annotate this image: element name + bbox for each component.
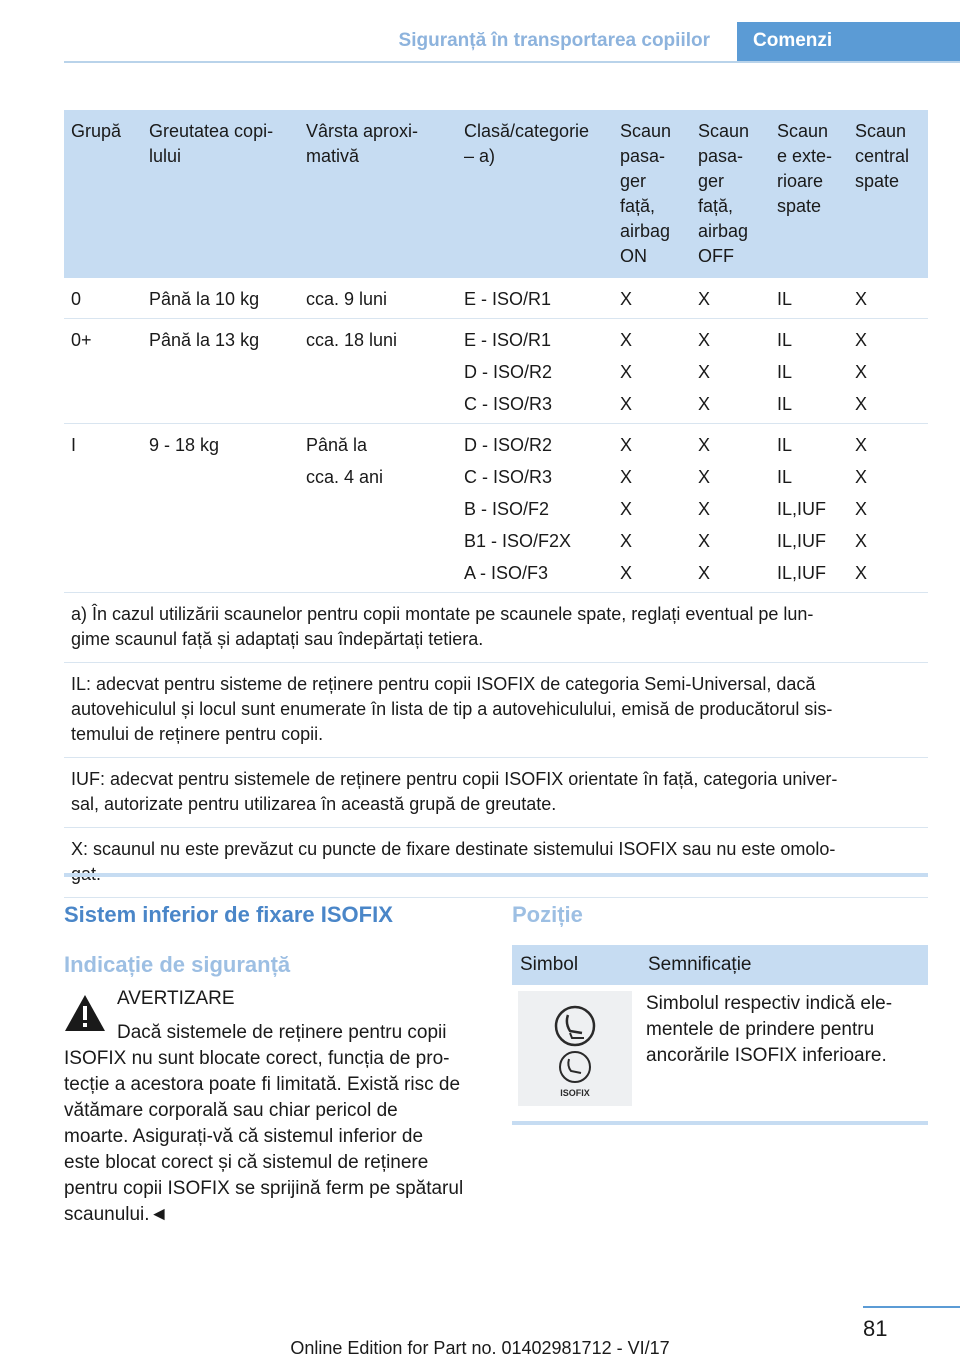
header-group — [64, 110, 142, 278]
cell-age — [299, 319, 457, 424]
header-line: față, — [620, 196, 656, 216]
warning-line: scaunului.◄ — [64, 1204, 169, 1225]
cell-value: X — [698, 394, 711, 414]
cell-value: X — [620, 435, 633, 455]
cell-front-airbag-off — [691, 278, 770, 319]
safety-subheading: Indicație de siguranță — [64, 952, 291, 977]
cell-value: E - ISO/R1 — [464, 289, 552, 309]
isofix-icon-label: ISOFIX — [560, 1088, 590, 1098]
cell-value: X — [855, 467, 868, 487]
meaning-column-header: Semnificație — [640, 945, 928, 985]
header-line: e exte- — [777, 146, 833, 166]
cell-value: cca. 9 luni — [306, 289, 388, 309]
meaning-line: mentele de prindere pentru — [646, 1019, 875, 1040]
cell-value: cca. 18 luni — [306, 330, 398, 350]
note-line: temului de reținere pentru copii. — [71, 724, 324, 744]
header-line: ON — [620, 246, 647, 266]
table-note — [64, 593, 928, 663]
cell-value: X — [620, 467, 633, 487]
table-note — [64, 828, 928, 898]
cell-group — [64, 319, 142, 424]
warning-title: AVERTIZARE — [117, 988, 235, 1009]
header-line: pasa- — [620, 146, 666, 166]
cell-value: IL — [777, 330, 793, 350]
header-front-airbag-on — [613, 110, 691, 278]
cell-class — [457, 278, 613, 319]
header-line: rioare — [777, 171, 824, 191]
cell-front-airbag-off — [691, 424, 770, 593]
page-number-rule — [863, 1306, 960, 1308]
cell-value: Până la — [306, 435, 368, 455]
note-row — [64, 663, 928, 758]
header-rule — [64, 61, 960, 63]
cell-value: X — [855, 330, 868, 350]
running-header-section: Siguranță în transportarea copiilor — [398, 30, 710, 51]
cell-value: Până la 13 kg — [149, 330, 260, 350]
header-line: airbag — [620, 221, 671, 241]
table-row — [64, 278, 928, 319]
cell-value: E - ISO/R1 — [464, 330, 552, 350]
cell-value: X — [855, 289, 868, 309]
cell-value: IL — [777, 467, 793, 487]
header-line: spate — [855, 171, 900, 191]
header-line: – a) — [464, 146, 496, 166]
cell-group — [64, 424, 142, 593]
warning-line: moarte. Asigurați-vă că sistemul inferior de — [64, 1126, 424, 1147]
cell-class — [457, 424, 613, 593]
header-line: Greutatea copi- — [149, 121, 274, 141]
cell-age — [299, 278, 457, 319]
cell-value: X — [620, 330, 633, 350]
isofix-seat-icon — [518, 991, 632, 1106]
warning-line: pentru copii ISOFIX se sprijină ferm pe spătarul — [64, 1178, 464, 1199]
header-line: față, — [698, 196, 734, 216]
warning-line: ISOFIX nu sunt blocate corect, funcția de pro- — [64, 1048, 450, 1069]
cell-value: IL — [777, 435, 793, 455]
cell-front-airbag-on — [613, 278, 691, 319]
header-line: mativă — [306, 146, 360, 166]
cell-rear-outer — [770, 278, 848, 319]
meaning-line: Simbolul respectiv indică ele- — [646, 993, 893, 1014]
header-line: Vârsta aproxi- — [306, 121, 419, 141]
cell-value: D - ISO/R2 — [464, 362, 553, 382]
cell-value: X — [620, 362, 633, 382]
note-line: autovehiculul și locul sunt enumerate în lista de tip a autovehiculului, emisă de producătorul sis- — [71, 699, 833, 719]
symbol-table — [512, 945, 928, 1112]
note-row — [64, 828, 928, 898]
note-line: IL: adecvat pentru sisteme de reținere pentru copii ISOFIX de categoria Semi-Universal, dacă — [71, 674, 816, 694]
header-line: pasa- — [698, 146, 744, 166]
header-line: airbag — [698, 221, 749, 241]
table-body — [64, 278, 928, 898]
cell-value: X — [620, 563, 633, 583]
cell-value: X — [855, 394, 868, 414]
cell-rear-outer — [770, 424, 848, 593]
cell-rear-center — [848, 319, 928, 424]
note-line: a) În cazul utilizării scaunelor pentru copii montate pe scaunele spate, reglați eventual pe lun- — [71, 604, 814, 624]
cell-value: X — [855, 362, 868, 382]
cell-value: B - ISO/F2 — [464, 499, 550, 519]
isofix-compatibility-table — [64, 110, 928, 898]
table-header-row — [64, 110, 928, 278]
table-note — [64, 758, 928, 828]
cell-value: IL,IUF — [777, 563, 827, 583]
table-note — [64, 663, 928, 758]
table-row — [64, 424, 928, 593]
cell-value: X — [855, 563, 868, 583]
header-line: ger — [698, 171, 725, 191]
cell-value: X — [698, 289, 711, 309]
header-line: Scaun — [620, 121, 672, 141]
cell-value: C - ISO/R3 — [464, 394, 553, 414]
meaning-cell — [640, 985, 928, 1112]
isofix-symbol — [518, 991, 632, 1106]
cell-value: IL,IUF — [777, 499, 827, 519]
cell-value: X — [698, 531, 711, 551]
symbol-cell — [512, 985, 640, 1112]
cell-value: D - ISO/R2 — [464, 435, 553, 455]
cell-value: Până la 10 kg — [149, 289, 260, 309]
note-line: X: scaunul nu este prevăzut cu puncte de fixare destinate sistemului ISOFIX sau nu este omolo- — [71, 839, 836, 859]
section-divider — [64, 873, 928, 877]
header-line: Scaun — [698, 121, 750, 141]
header-line: Grupă — [71, 121, 122, 141]
header-rear-center — [848, 110, 928, 278]
header-line: Clasă/categorie — [464, 121, 590, 141]
header-line: Scaun — [777, 121, 829, 141]
cell-front-airbag-off — [691, 319, 770, 424]
header-line: Scaun — [855, 121, 907, 141]
cell-value: I — [71, 435, 77, 455]
header-age — [299, 110, 457, 278]
cell-value: IL,IUF — [777, 531, 827, 551]
cell-value: 0 — [71, 289, 82, 309]
header-line: central — [855, 146, 910, 166]
cell-value: IL — [777, 289, 793, 309]
chapter-tab: Comenzi — [737, 22, 960, 62]
warning-line: tecție a acestora poate fi limitată. Există risc de — [64, 1074, 461, 1095]
symbol-column-header: Simbol — [512, 945, 640, 985]
cell-rear-outer — [770, 319, 848, 424]
note-line: gime scaunul față și adaptați sau îndepărtați tetiera. — [71, 629, 484, 649]
cell-value: IL — [777, 362, 793, 382]
cell-value: X — [698, 467, 711, 487]
cell-rear-center — [848, 424, 928, 593]
warning-text — [64, 1020, 484, 1228]
header-front-airbag-off — [691, 110, 770, 278]
cell-weight — [142, 319, 299, 424]
cell-group — [64, 278, 142, 319]
cell-value: X — [620, 289, 633, 309]
section-heading: Sistem inferior de fixare ISOFIX — [64, 902, 393, 927]
header-line: lului — [149, 146, 182, 166]
cell-age — [299, 424, 457, 593]
header-line: OFF — [698, 246, 734, 266]
symbol-table-bottom-rule — [512, 1121, 928, 1125]
cell-value: X — [620, 394, 633, 414]
cell-value: X — [620, 531, 633, 551]
note-line: sal, autorizate pentru utilizarea în această grupă de greutate. — [71, 794, 557, 814]
header-rear-outer — [770, 110, 848, 278]
cell-value: C - ISO/R3 — [464, 467, 553, 487]
edition-note: Online Edition for Part no. 01402981712 - VI/17 — [290, 1338, 670, 1358]
cell-value: X — [698, 563, 711, 583]
cell-value: X — [855, 499, 868, 519]
warning-line: este blocat corect și că sistemul de reținere — [64, 1152, 429, 1173]
header-weight — [142, 110, 299, 278]
note-row — [64, 593, 928, 663]
page-number: 81 — [863, 1316, 888, 1341]
cell-rear-center — [848, 278, 928, 319]
warning-line: vătămare corporală sau chiar pericol de — [64, 1100, 398, 1121]
cell-value: 0+ — [71, 330, 92, 350]
position-heading: Poziție — [512, 902, 583, 927]
meaning-line: ancorările ISOFIX inferioare. — [646, 1045, 887, 1066]
table-row — [64, 319, 928, 424]
cell-value: IL — [777, 394, 793, 414]
cell-value: A - ISO/F3 — [464, 563, 549, 583]
cell-value: X — [855, 435, 868, 455]
header-line: ger — [620, 171, 647, 191]
cell-front-airbag-on — [613, 319, 691, 424]
cell-value: X — [855, 531, 868, 551]
header-line: spate — [777, 196, 822, 216]
note-row — [64, 758, 928, 828]
cell-weight — [142, 278, 299, 319]
note-line: IUF: adecvat pentru sistemele de reținere pentru copii ISOFIX orientate în față, categoria univer- — [71, 769, 838, 789]
warning-line: Dacă sistemele de reținere pentru copii — [117, 1022, 447, 1043]
cell-value: X — [620, 499, 633, 519]
cell-value: X — [698, 362, 711, 382]
cell-value: X — [698, 499, 711, 519]
cell-value: 9 - 18 kg — [149, 435, 220, 455]
cell-value: cca. 4 ani — [306, 467, 384, 487]
header-class — [457, 110, 613, 278]
cell-front-airbag-on — [613, 424, 691, 593]
cell-value: X — [698, 330, 711, 350]
cell-class — [457, 319, 613, 424]
cell-value: X — [698, 435, 711, 455]
cell-value: B1 - ISO/F2X — [464, 531, 572, 551]
cell-weight — [142, 424, 299, 593]
